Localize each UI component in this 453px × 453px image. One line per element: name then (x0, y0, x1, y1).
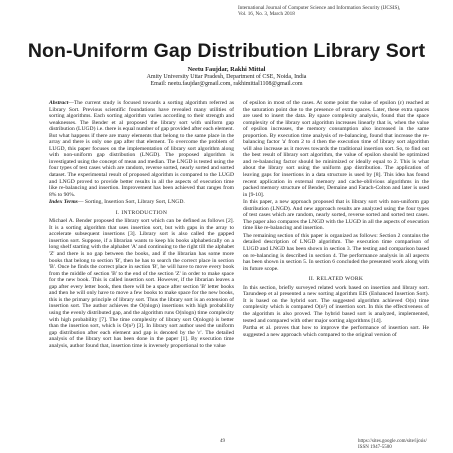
affiliation-institution: Amity University Uttar Pradesh, Department of CSE, Noida, India (146, 74, 307, 80)
paper-authors: Neetu Faujdar, Rakhi Mittal (187, 66, 266, 73)
body-paragraph-3: The remaining section of this paper is organized as follows: Section 2 contains the detailed description of LNGD algorithm. The execution time comparison of LUGD and LNGD has been shown in section 3. The testing and comparison based on re-balancing is described in section 4. The performance analysis in all aspects has been shown in section 5. In section 6 concluded the presented work along with its future scope. (243, 232, 429, 272)
left-column (49, 100, 234, 350)
index-terms-label: Index Terms (49, 199, 78, 206)
body-paragraph-2: In this paper, a new approach proposed that is library sort with non-uniform gap distribution (LNGD). And new approach results are analyzed using the four types of test cases which are random, nearly sorted, reverse sorted and sorted test cases. The paper also compares the LNGD with the LUGD in all the aspects of execution time like re-balancing and insertion. (243, 199, 429, 232)
journal-name: International Journal of Computer Science and Information Security (IJCSIS), (238, 5, 401, 11)
issn: ISSN 1947-5500 (358, 445, 392, 450)
affiliation-email: Email: neetu.faujdar@gmail.com, rakhimittal1108@gmail.com (150, 80, 303, 87)
body-paragraph-4: In this section, briefly surveyed related work based on insertion and library sort. Tarundeep et al presented a new sorting algorithm EIS (Enhanced Insertion Sort). It is based on the hybrid sort. The suggested algorithm achieved O(n) time complexity which is compared O(n²) of insertion sort. In this the effectiveness of the algorithm is also proved. The hybrid based sort is analyzed, implemented, tested and compared with other major sorting algorithms [14]. (243, 284, 429, 324)
affiliation (0, 74, 453, 87)
abstract-text: —The current study is focused towards a sorting algorithm referred as Library Sort. Previous scientific foundations have revealed many utilities of sorting algorithms. Each sorting algorithm varies according to their strength and weaknesses. The Bender et al proposed the library sort with uniform gap distribution (LUGD) i.e. there is equal number of gap provided after each element. But what happens if there are many elements that belong to the same place in the array and there is only one gap after that element. To overcome the problem of LUGD, this paper focuses on the implementation of library sort algorithm along with non-uniform gap distribution (LNGD). The proposed algorithm is investigated using the concept of mean and median. The LNGD is tested using the four types of test cases which are random, reverse sorted, nearly sorted and sorted dataset. The experimental result of proposed algorithm is compared to the LUGD and LNGD proved to provide better results in all the aspects of execution time like re-balancing and insertion. Improvement has been achieved that ranges from 8% to 90%. (49, 100, 234, 198)
section-heading-related-work: II. RELATED WORK (308, 276, 364, 283)
abstract-label: Abstract (49, 100, 69, 106)
journal-volume: Vol. 16, No. 3, March 2018 (238, 11, 295, 18)
body-paragraph-5: Partha et al. proves that how to improve the performance of insertion sort. He suggested a new approach which compared to the original version of (243, 325, 429, 338)
journal-header (238, 5, 400, 17)
section-heading-introduction: I. INTRODUCTION (115, 209, 168, 216)
paper-title: Non-Uniform Gap Distribution Library Sort (27, 40, 426, 62)
body-paragraph-1: of epsilon in most of the cases. At some point the value of epsilon (ε) reached at the saturation point due to the presence of extra spaces. Later, these extra spaces are used to insert the data. By space complexity analysis, found that the space complexity of the library sort algorithm increases linearly that is, when the value of epsilon increases, the memory consumption also increased in the same proportion. By execution time analysis of re-balancing, found that increase the re-balancing factor 'a' from 2 to 4 then the execution time of library sort algorithm will also increase as it moves towards the traditional insertion sort. So, to find out the best result of library sort algorithm, the value of epsilon should be optimized and re-balancing factor should be minimized or ideally equal to 2. This is what about the library sort using the uniform gap distribution. The application of leaving gaps for insertions in a data structure is used by [8]. This idea has found recent application in external memory and cache-oblivious algorithms in the packed memory structure of Bender, Demaine and Farach-Colton and later is used in [9-10]. (243, 100, 429, 198)
page-number: 49 (220, 439, 225, 444)
abstract (49, 100, 234, 198)
index-terms-text: — Sorting, Insertion Sort, Library Sort, LNGD. (77, 199, 185, 206)
journal-url-link[interactable]: https://sites.google.com/site/ijcsis/ (358, 439, 427, 444)
introduction-paragraph: Michael A. Bender proposed the library sort which can be defined as follows [2]. It is a sorting algorithm that uses insertion sort, but with gaps in the array to accelerate subsequent insertions [3]. Library sort is also called the gapped insertion sort. Suppose, if a librarian wants to keep his books alphabetically on a long shelf starting with the alphabet 'A' and continuing to the right till the alphabet 'Z' and there is no gap between the books, and if the librarian has some more books that belong to section 'B', then he has to search the correct place in section 'B'. Once he finds the correct place in section 'B', he will have to move every book from the middle of section 'B' to the end of the section 'Z' in order to make space for the new book. This is called insertion sort. However, if the librarian leaves a gap after every letter book, then there will be a space after section 'B' letter books and then he will only have to move a few books to make space for the new books, this is the primary principle of library sort. Thus the library sort is an extension of insertion sort. The author achieves the O(nlogn) insertions with high probability using the evenly distributed gap, and the algorithm runs O(nlogn) time complexity with high probability [7]. The time complexity of library sort O(nlogn) is better than the insertion sort, which is O(n²) [3]. In library sort author used the uniform gap distribution after each element and gap is denoted by the 'ε'. The detailed analysis of the library sort has been done in the paper [1]. By execution time analysis, author found that, insertion time is inversely proportional to the value (49, 218, 234, 349)
footer-links (358, 439, 427, 451)
index-terms (49, 199, 234, 206)
right-column (243, 100, 429, 339)
